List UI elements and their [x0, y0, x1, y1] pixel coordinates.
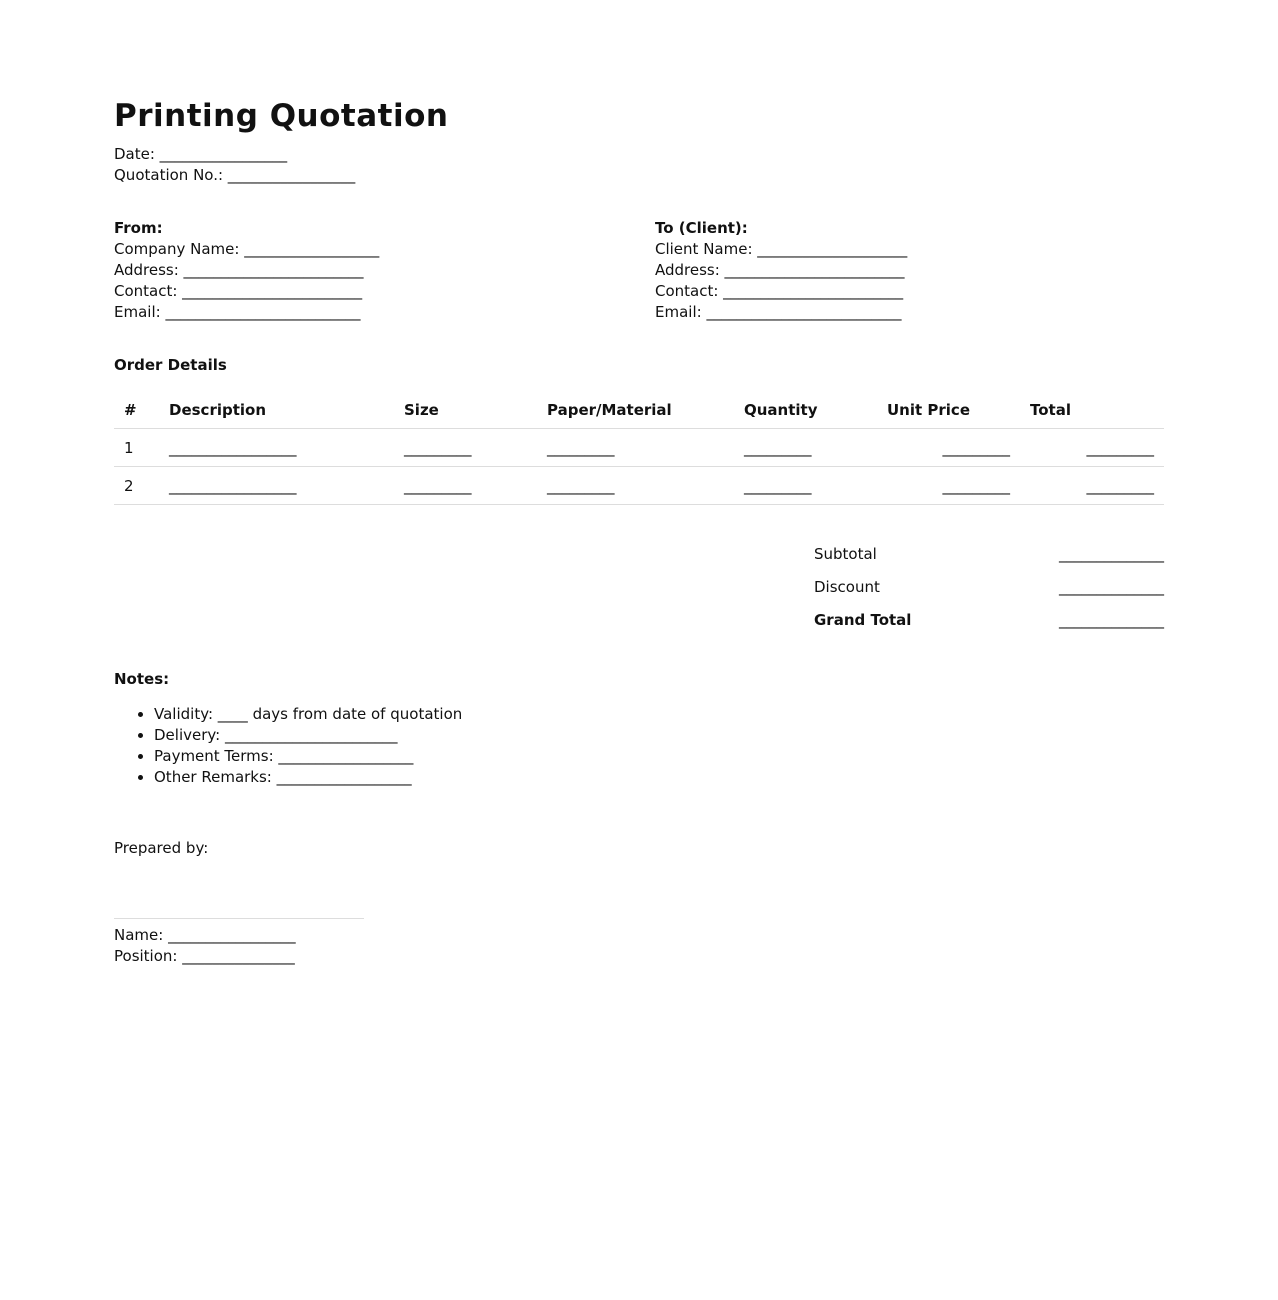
order-details-heading: Order Details: [114, 356, 227, 374]
date-field: Date: _________________: [114, 145, 288, 163]
unit-price-cell: _________: [877, 429, 1020, 467]
size-cell: _________: [394, 429, 537, 467]
total-cell: _________: [1020, 429, 1164, 467]
paper-material-cell: _________: [537, 467, 734, 505]
to-heading: To (Client):: [655, 219, 748, 237]
grand-total-label: Grand Total: [814, 611, 912, 629]
notes-heading: Notes:: [114, 670, 170, 688]
prepared-by-label: Prepared by:: [114, 839, 209, 857]
note-delivery: • Delivery: _______________________: [154, 725, 462, 746]
client-address-field: Address: ________________________: [655, 261, 905, 279]
quotation-number-field: Quotation No.: _________________: [114, 166, 356, 184]
client-name-field: Client Name: ____________________: [655, 240, 908, 258]
description-cell: _________________: [159, 429, 394, 467]
from-company-name-field: Company Name: __________________: [114, 240, 380, 258]
from-contact-field: Contact: ________________________: [114, 282, 363, 300]
from-section: [114, 218, 379, 323]
signature-line: [114, 918, 364, 919]
notes-list: [114, 704, 462, 788]
column-header-description: Description: [159, 392, 394, 429]
column-header-quantity: Quantity: [734, 392, 877, 429]
subtotal-row: [814, 538, 1164, 571]
grand-total-row: [814, 604, 1164, 637]
subtotal-label: Subtotal: [814, 545, 877, 563]
paper-material-cell: _________: [537, 429, 734, 467]
table-header-row: [114, 392, 1164, 429]
quantity-cell: _________: [734, 467, 877, 505]
from-email-field: Email: __________________________: [114, 303, 361, 321]
subtotal-value: ______________: [1059, 545, 1164, 563]
row-number: 2: [114, 467, 159, 505]
column-header-paper-material: Paper/Material: [537, 392, 734, 429]
table-row: [114, 429, 1164, 467]
from-heading: From:: [114, 219, 163, 237]
note-other-remarks: • Other Remarks: __________________: [154, 767, 462, 788]
row-number: 1: [114, 429, 159, 467]
client-email-field: Email: __________________________: [655, 303, 902, 321]
note-validity: • Validity: ____ days from date of quotation: [154, 704, 462, 725]
discount-value: ______________: [1059, 578, 1164, 596]
table-row: [114, 467, 1164, 505]
quantity-cell: _________: [734, 429, 877, 467]
discount-row: [814, 571, 1164, 604]
order-table: [114, 392, 1164, 505]
signer-name-field: Name: _________________: [114, 926, 296, 944]
size-cell: _________: [394, 467, 537, 505]
to-client-section: [655, 218, 907, 323]
total-cell: _________: [1020, 467, 1164, 505]
column-header-number: #: [114, 392, 159, 429]
totals-section: [814, 538, 1164, 637]
column-header-total: Total: [1020, 392, 1164, 429]
unit-price-cell: _________: [877, 467, 1020, 505]
from-address-field: Address: ________________________: [114, 261, 364, 279]
signer-position-field: Position: _______________: [114, 947, 295, 965]
client-contact-field: Contact: ________________________: [655, 282, 904, 300]
discount-label: Discount: [814, 578, 880, 596]
description-cell: _________________: [159, 467, 394, 505]
page-title: Printing Quotation: [114, 98, 449, 134]
grand-total-value: ______________: [1059, 611, 1164, 629]
note-payment-terms: • Payment Terms: __________________: [154, 746, 462, 767]
column-header-size: Size: [394, 392, 537, 429]
column-header-unit-price: Unit Price: [877, 392, 1020, 429]
